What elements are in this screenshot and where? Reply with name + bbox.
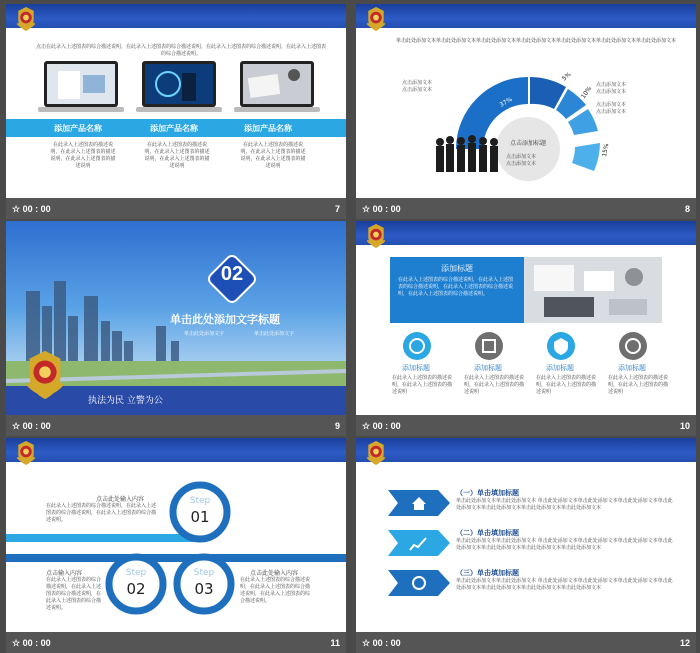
row-text-2: 单击此处添加文本单击此处添加文本 单击此处添加文本单击此处添加文本单击此处添加文本单击此处添加文本单击此处添加文本单击此处添加文本单击此处添加文本 — [456, 538, 673, 551]
step-word-1: Step — [189, 496, 211, 506]
slide-footer — [356, 632, 696, 653]
star-icon: ☆ — [362, 421, 371, 431]
laptop-image-2 — [136, 61, 222, 113]
slide-header-bar — [356, 438, 696, 462]
row-title-2: （二）单击填加标题 — [456, 529, 519, 537]
item-desc-4: 在此录入上述图表的描述说明，在此录入上述图表的描述说明 — [608, 375, 669, 395]
slide-8[interactable] — [356, 4, 696, 219]
item-desc-1: 在此录入上述图表的描述说明，在此录入上述图表的描述说明 — [392, 375, 453, 395]
row-chevron-1 — [388, 490, 450, 516]
slide-10[interactable] — [356, 221, 696, 436]
slide-header-bar — [356, 221, 696, 245]
slide-number: 8 — [684, 204, 690, 214]
slide-number: 7 — [334, 204, 340, 214]
office-desk-image — [524, 257, 662, 323]
police-emblem-icon — [364, 440, 388, 466]
slide-time: 00 : 00 — [22, 421, 51, 431]
slide-number: 10 — [679, 421, 690, 431]
item-desc-3: 在此录入上述图表的描述说明，在此录入上述图表的描述说明 — [536, 375, 597, 395]
row-chevron-3 — [388, 570, 450, 596]
slide-number: 9 — [334, 421, 340, 431]
row-title-1: （一）单击填加标题 — [456, 489, 519, 497]
right-label-2: 点击添加文本 — [596, 89, 627, 95]
item-title-1: 添加标题 — [402, 364, 430, 372]
star-icon: ☆ — [362, 638, 371, 648]
item-title-3: 添加标题 — [546, 364, 574, 372]
slide-footer — [6, 632, 346, 653]
right-label-1: 点击添加文本 — [596, 82, 627, 88]
banner-box — [390, 257, 524, 323]
slide-header-bar — [356, 4, 696, 28]
percent-1: 37% — [498, 95, 514, 109]
laptop-image-3 — [234, 61, 320, 113]
right-label-4: 点击添加文本 — [596, 109, 627, 115]
bottom-label-2: 点击添加文本 — [506, 161, 537, 167]
star-icon: ☆ — [12, 204, 21, 214]
center-title: 点击添加标题 — [509, 140, 547, 147]
slide-time: 00 : 00 — [372, 638, 401, 648]
slide-header-bar — [6, 438, 346, 462]
row-text-3: 单击此处添加文本单击此处添加文本 单击此处添加文本单击此处添加文本单击此处添加文本单击此处添加文本单击此处添加文本单击此处添加文本单击此处添加文本 — [456, 578, 673, 591]
slide-time: 00 : 00 — [22, 638, 51, 648]
step-title-3: 点击此处输入内容 — [250, 570, 299, 577]
slide-time: 00 : 00 — [372, 421, 401, 431]
step-desc-3: 在此录入上述图表的综合描述说明，在此录入上述图表的综合描述说明，在此录入上述图表的综合描述说明。 — [240, 577, 311, 604]
header-text: 单击此处添加文本单击此处添加文本单击此处添加文本单击此处添加文本单击此处添加文本单击此处添加文本单击此处添加文本 — [396, 38, 677, 44]
slide-footer — [356, 198, 696, 219]
step-word-3: Step — [193, 568, 215, 578]
slide-number: 12 — [679, 638, 690, 648]
row-title-3: （三）单击填加标题 — [456, 569, 519, 577]
people-silhouette-image — [434, 134, 506, 174]
item-title-2: 添加标题 — [474, 364, 502, 372]
section-subtitle-1: 单击此处添加文字 — [184, 331, 225, 337]
step-number-2: 02 — [126, 580, 146, 598]
product-desc-3: 在此录入上述图表的描述说明，在此录入上述图表的描述说明，在此录入上述图表的描述说明 — [240, 142, 306, 169]
step-desc-1: 在此录入上述图表的综合描述说明，在此录入上述图表的综合描述说明，在此录入上述图表的综合描述说明。 — [46, 503, 157, 523]
slide-time: 00 : 00 — [22, 204, 51, 214]
police-emblem-icon — [14, 440, 38, 466]
police-emblem-icon — [20, 349, 70, 401]
slide-footer — [6, 415, 346, 436]
left-label-1: 点击添加文本 — [402, 80, 433, 86]
row-chevron-2 — [388, 530, 450, 556]
police-emblem-icon — [364, 6, 388, 32]
step-title-2: 点击输入内容 — [46, 570, 83, 577]
slide-11[interactable] — [6, 438, 346, 653]
slide-time: 00 : 00 — [372, 204, 401, 214]
star-icon: ☆ — [12, 421, 21, 431]
arc-segment-5 — [572, 143, 600, 171]
laptop-image-1 — [38, 61, 124, 113]
row-text-1: 单击此处添加文本单击此处添加文本 单击此处添加文本单击此处添加文本单击此处添加文本单击此处添加文本单击此处添加文本单击此处添加文本单击此处添加文本 — [456, 498, 673, 511]
intro-text: 点击在此录入上述图表的综合描述说明，在此录入上述图表的综合描述说明，在此录入上述图表的综合描述说明，在此录入上述图表的综合描述说明。 — [36, 44, 327, 57]
step-word-2: Step — [125, 568, 147, 578]
slogan: 执法为民 立警为公 — [88, 396, 163, 406]
section-title: 单击此处添加文字标题 — [170, 313, 280, 326]
banner-title: 添加标题 — [441, 264, 473, 273]
step-number-1: 01 — [190, 508, 210, 526]
product-title-3: 添加产品名称 — [244, 124, 292, 133]
left-label-2: 点击添加文本 — [402, 87, 433, 93]
slide-footer — [6, 198, 346, 219]
item-icon-2 — [474, 331, 504, 361]
slide-7[interactable] — [6, 4, 346, 219]
item-title-4: 添加标题 — [618, 364, 646, 372]
police-emblem-icon — [364, 223, 388, 249]
step-title-1: 点击此处输入内容 — [96, 496, 145, 503]
step-desc-2: 在此录入上述图表的综合描述说明，在此录入上述图表的综合描述说明，在此录入上述图表的综合描述说明。 — [46, 577, 102, 611]
item-icon-4 — [618, 331, 648, 361]
item-icon-3 — [546, 331, 576, 361]
slide-12[interactable] — [356, 438, 696, 653]
right-label-3: 点击添加文本 — [596, 102, 627, 108]
star-icon: ☆ — [362, 204, 371, 214]
product-title-1: 添加产品名称 — [54, 124, 102, 133]
slide-9[interactable] — [6, 221, 346, 436]
item-desc-2: 在此录入上述图表的描述说明，在此录入上述图表的描述说明 — [464, 375, 525, 395]
section-number: 02 — [220, 263, 244, 285]
slide-number: 11 — [330, 638, 340, 648]
product-title-2: 添加产品名称 — [150, 124, 198, 133]
banner-text: 在此录入上述图表的综合描述说明，在此录入上述图表的综合描述说明，在此录入上述图表的综合描述说明，在此录入上述图表的综合描述说明。 — [398, 277, 514, 297]
slide-footer — [356, 415, 696, 436]
percent-4: 15% — [601, 142, 611, 158]
slide-header-bar — [6, 4, 346, 28]
police-emblem-icon — [14, 6, 38, 32]
percent-3: 10% — [579, 85, 594, 101]
star-icon: ☆ — [12, 638, 21, 648]
item-icon-1 — [402, 331, 432, 361]
section-subtitle-2: 单击此处添加文字 — [254, 331, 295, 337]
bottom-label-1: 点击添加文本 — [506, 154, 537, 160]
step-number-3: 03 — [194, 580, 214, 598]
percent-2: 5% — [560, 71, 573, 83]
product-desc-2: 在此录入上述图表的描述说明，在此录入上述图表的描述说明，在此录入上述图表的描述说明 — [144, 142, 210, 169]
product-desc-1: 在此录入上述图表的描述说明，在此录入上述图表的描述说明，在此录入上述图表的描述说明 — [50, 142, 116, 169]
